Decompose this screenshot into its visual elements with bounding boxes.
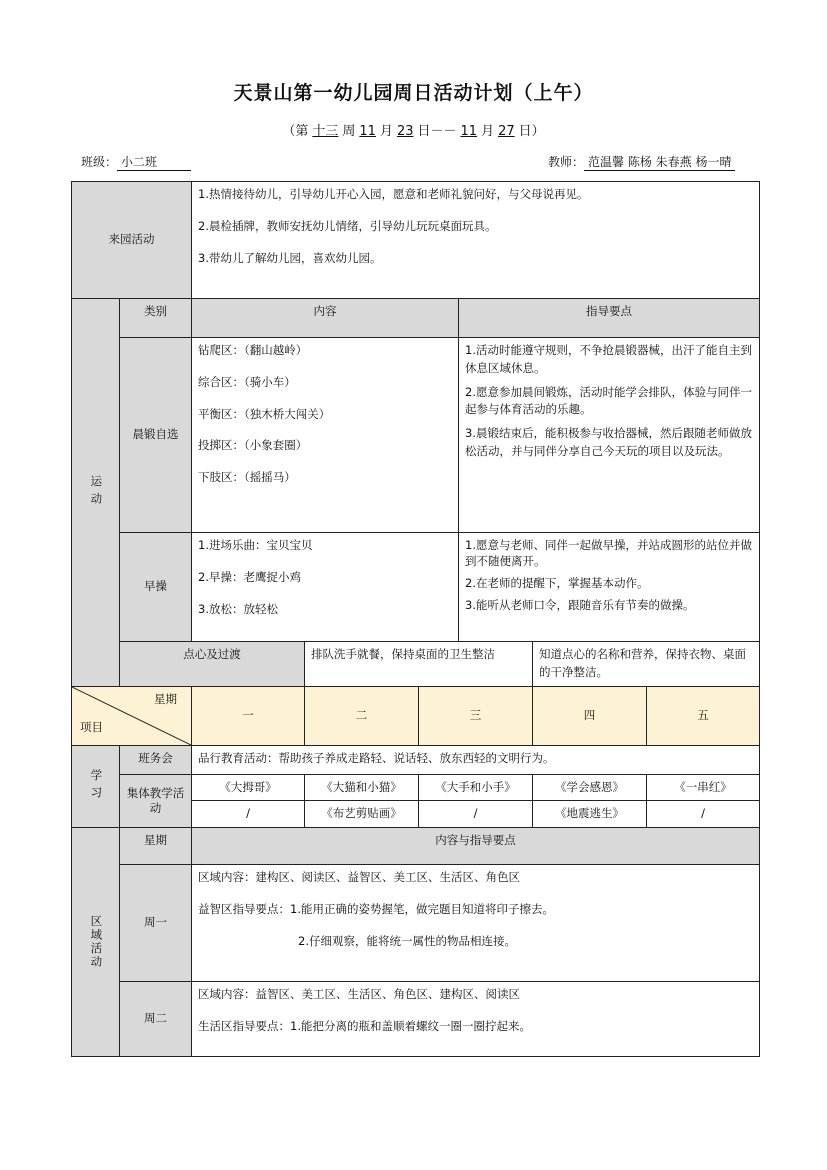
snack-row (72, 642, 760, 687)
area-weekday-header: 星期 (120, 828, 192, 865)
class-meeting-content: 品行教育活动：帮助孩子养成走路轻、说话轻、放东西轻的文明行为。 (192, 745, 760, 774)
drill-item: 2.早操：老鹰捉小鸡 (198, 569, 301, 584)
week-number: 十三 (312, 124, 339, 139)
day-friday: 五 (647, 686, 760, 745)
teacher-info (548, 153, 735, 171)
arrival-label: 来园活动 (72, 182, 192, 299)
weekday-corner (72, 686, 192, 745)
morning-drill-label: 早操 (120, 533, 192, 642)
exercise-zone: 钻爬区：（翻山越岭） (198, 343, 308, 357)
morning-exercise-content (192, 338, 459, 533)
sport-label-text: 运动 (89, 474, 104, 510)
area-tuesday-content (192, 982, 760, 1057)
area-label-text: 区域活动 (89, 915, 104, 970)
study-label (72, 745, 120, 828)
page-title: 天景山第一幼儿园周日活动计划（上午） (233, 82, 594, 104)
content-header: 内容 (192, 299, 459, 338)
area-line: 生活区指导要点：1.能把分离的瓶和盖顺着螺纹一圈一圈拧起来。 (198, 1019, 531, 1034)
arrival-content (192, 182, 760, 299)
day-label: 日－－ (417, 124, 457, 139)
area-line: 益智区指导要点：1.能用正确的姿势握笔，做完题目知道将印子擦去。 (198, 902, 554, 917)
morning-exercise-row (72, 338, 760, 533)
day-thursday: 四 (533, 686, 647, 745)
guide-item: 3.晨锻结束后，能积极参与收拾器械，然后跟随老师做放松活动，并与同伴分享自己今天玩的项目以及玩法。 (465, 426, 752, 459)
area-header-row (72, 828, 760, 865)
group-teaching-row-1 (72, 774, 760, 801)
area-label (72, 828, 120, 1057)
guide-item: 3.能听从老师口令，跟随音乐有节奏的做操。 (465, 598, 695, 613)
arrival-item: 2.晨检插牌，教师安抚幼儿情绪，引导幼儿玩玩桌面玩具。 (198, 218, 497, 233)
arrival-item: 1.热情接待幼儿，引导幼儿开心入园，愿意和老师礼貌问好，与父母说再见。 (198, 187, 589, 201)
arrival-item: 3.带幼儿了解幼儿园，喜欢幼儿园。 (198, 250, 382, 265)
morning-drill-row (72, 533, 760, 642)
guide-item: 1.活动时能遵守规则，不争抢晨锻器械，出汗了能自主到休息区域休息。 (465, 343, 752, 375)
end-month: 11 (460, 124, 478, 139)
area-tuesday-label: 周二 (120, 982, 192, 1057)
guide-item: 2.愿意参加晨间锻炼，活动时能学会排队，体验与同伴一起参与体育活动的乐趣。 (465, 384, 752, 417)
teacher-value: 范温馨 陈杨 朱春燕 杨一晴 (584, 153, 735, 171)
group-teaching-label: 集体教学活动 (120, 774, 192, 828)
day-monday: 一 (192, 686, 305, 745)
lesson-cell: / (647, 801, 760, 828)
weekday-header-row (72, 686, 760, 745)
teacher-label: 教师： (548, 155, 585, 169)
guide-item: 2.在老师的提醒下，掌握基本动作。 (465, 576, 649, 591)
lesson-cell: 《大猫和小猫》 (305, 774, 419, 801)
study-label-text: 学习 (89, 768, 104, 804)
class-meeting-label: 班务会 (120, 745, 192, 774)
class-value: 小二班 (117, 153, 191, 171)
morning-drill-guide (459, 533, 760, 642)
sport-label (72, 299, 120, 687)
lesson-cell: 《地震逃生》 (533, 801, 647, 828)
guide-item: 1.愿意与老师、同伴一起做早操，并站成圆形的站位并做到不随便离开。 (465, 538, 752, 569)
date-close: 日） (518, 124, 545, 139)
end-day: 27 (498, 124, 515, 139)
morning-drill-content (192, 533, 459, 642)
day-tuesday: 二 (305, 686, 419, 745)
snack-guide: 知道点心的名称和营养，保持衣物、桌面的干净整洁。 (533, 642, 760, 687)
drill-item: 1.进场乐曲：宝贝宝贝 (198, 538, 313, 552)
month-label: 月 (379, 124, 393, 139)
weekday-label: 星期 (154, 691, 177, 706)
area-monday-content (192, 865, 760, 982)
exercise-zone: 下肢区：（摇摇马） (198, 470, 296, 485)
area-content-header: 内容与指导要点 (192, 828, 760, 865)
date-open: （第 (282, 124, 309, 139)
lesson-cell: 《布艺剪贴画》 (305, 801, 419, 828)
class-info (81, 153, 191, 171)
area-line: 区域内容：建构区、阅读区、益智区、美工区、生活区、角色区 (198, 870, 520, 885)
class-meeting-row (72, 745, 760, 774)
item-label: 项目 (80, 719, 103, 734)
morning-exercise-label: 晨锻自选 (120, 338, 192, 533)
month-label-2: 月 (481, 124, 495, 139)
category-header: 类别 (120, 299, 192, 338)
sport-header-row (72, 299, 760, 338)
snack-content: 排队洗手就餐，保持桌面的卫生整洁 (305, 642, 533, 687)
morning-exercise-guide (459, 338, 760, 533)
area-line: 区域内容：益智区、美工区、生活区、角色区、建构区、阅读区 (198, 987, 520, 1002)
exercise-zone: 投掷区：（小象套圈） (198, 438, 308, 453)
date-range (0, 120, 827, 139)
snack-label: 点心及过渡 (120, 642, 305, 687)
lesson-cell: 《大拇哥》 (192, 774, 305, 801)
lesson-cell: 《学会感恩》 (533, 774, 647, 801)
area-tuesday-row (72, 982, 760, 1057)
area-monday-label: 周一 (120, 865, 192, 982)
lesson-cell: 《大手和小手》 (419, 774, 533, 801)
lesson-cell: / (192, 801, 305, 828)
start-month: 11 (359, 124, 376, 139)
area-monday-row (72, 865, 760, 982)
arrival-row (72, 182, 760, 299)
area-line: 2.仔细观察，能将统一属性的物品相连接。 (298, 933, 516, 948)
class-label: 班级： (81, 155, 118, 169)
week-label: 周 (342, 124, 356, 139)
lesson-cell: / (419, 801, 533, 828)
drill-item: 3.放松：放轻松 (198, 601, 278, 616)
lesson-cell: 《一串红》 (647, 774, 760, 801)
exercise-zone: 平衡区：（独木桥大闯关） (198, 406, 331, 421)
start-day: 23 (396, 124, 414, 139)
guide-header: 指导要点 (459, 299, 760, 338)
day-wednesday: 三 (419, 686, 533, 745)
exercise-zone: 综合区：（骑小车） (198, 374, 296, 389)
plan-table (71, 181, 760, 1057)
